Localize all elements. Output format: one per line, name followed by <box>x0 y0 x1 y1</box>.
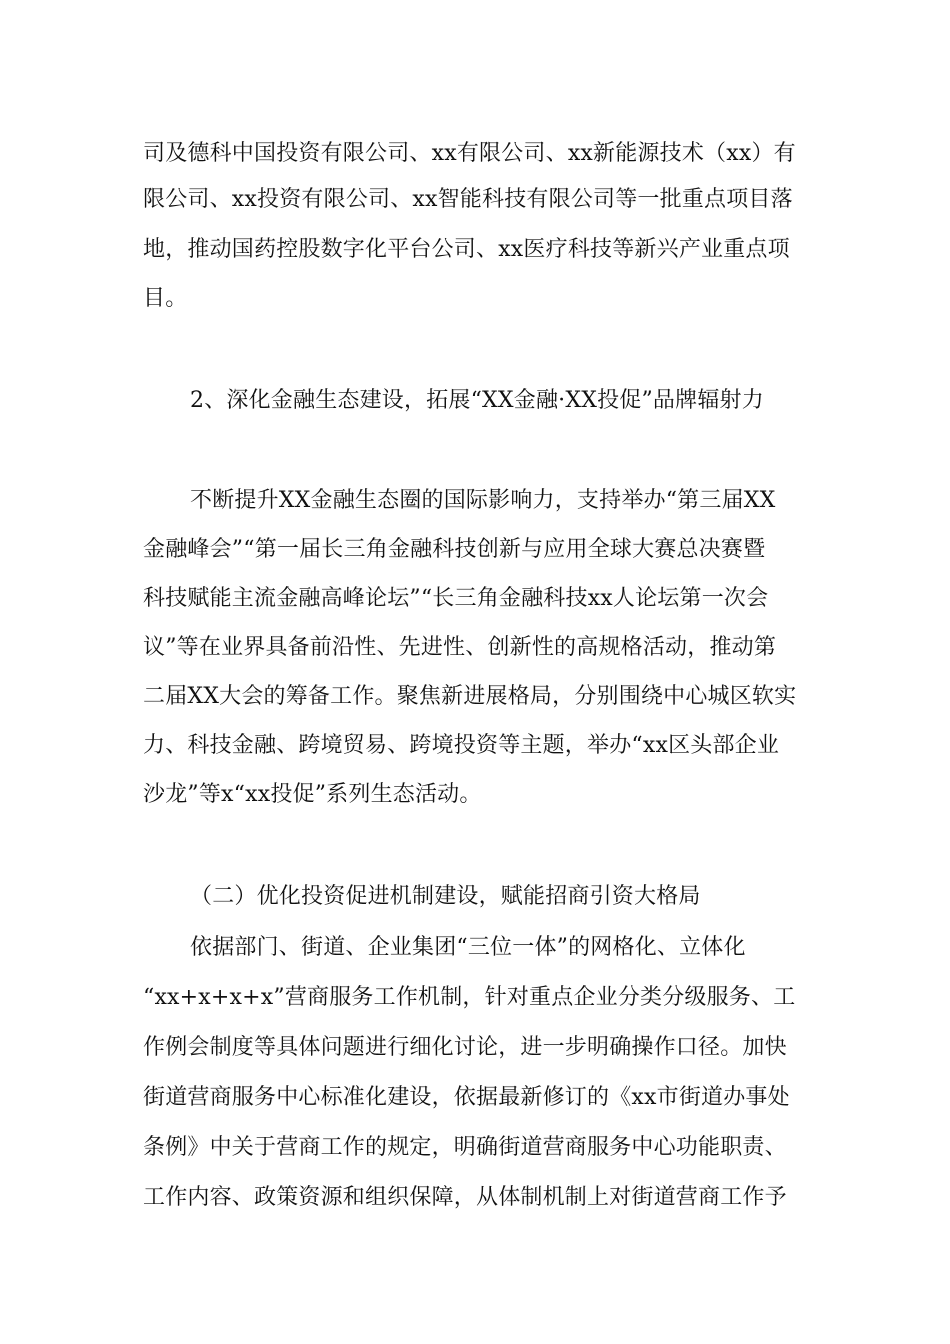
paragraph-line: 作例会制度等具体问题进行细化讨论，进一步明确操作口径。加快 <box>143 1035 787 1060</box>
paragraph-line: 依据部门、街道、企业集团“三位一体”的网格化、立体化 <box>190 935 746 960</box>
paragraph-line: 力、科技金融、跨境贸易、跨境投资等主题，举办“xx区头部企业 <box>143 733 780 758</box>
paragraph-line: 科技赋能主流金融高峰论坛”“长三角金融科技xx人论坛第一次会 <box>143 586 769 611</box>
paragraph-line: 不断提升XX金融生态圈的国际影响力，支持举办“第三届XX <box>190 488 776 513</box>
paragraph-line: 二届XX大会的筹备工作。聚焦新进展格局，分别围绕中心城区软实 <box>143 684 797 709</box>
paragraph-line: 街道营商服务中心标准化建设，依据最新修订的《xx市街道办事处 <box>143 1085 790 1110</box>
paragraph-line: 司及德科中国投资有限公司、xx有限公司、xx新能源技术（xx）有 <box>143 141 796 166</box>
paragraph-line: 目。 <box>143 286 188 311</box>
paragraph-line: 金融峰会”“第一届长三角金融科技创新与应用全球大赛总决赛暨 <box>143 537 766 562</box>
paragraph-line: 议”等在业界具备前沿性、先进性、创新性的高规格活动，推动第 <box>143 635 777 660</box>
paragraph-line: 条例》中关于营商工作的规定，明确街道营商服务中心功能职责、 <box>143 1135 787 1160</box>
section-heading: 2、深化金融生态建设，拓展“XX金融·XX投促”品牌辐射力 <box>190 388 764 413</box>
paragraph-line: “xx+x+x+x”营商服务工作机制，针对重点企业分类分级服务、工 <box>143 985 796 1010</box>
section-heading: （二）优化投资促进机制建设，赋能招商引资大格局 <box>190 884 701 909</box>
paragraph-line: 限公司、xx投资有限公司、xx智能科技有限公司等一批重点项目落 <box>143 187 793 212</box>
paragraph-line: 地，推动国药控股数字化平台公司、xx医疗科技等新兴产业重点项 <box>143 237 790 262</box>
paragraph-line: 工作内容、政策资源和组织保障，从体制机制上对街道营商工作予 <box>143 1185 787 1210</box>
paragraph-line: 沙龙”等x“xx投促”系列生态活动。 <box>143 782 482 807</box>
